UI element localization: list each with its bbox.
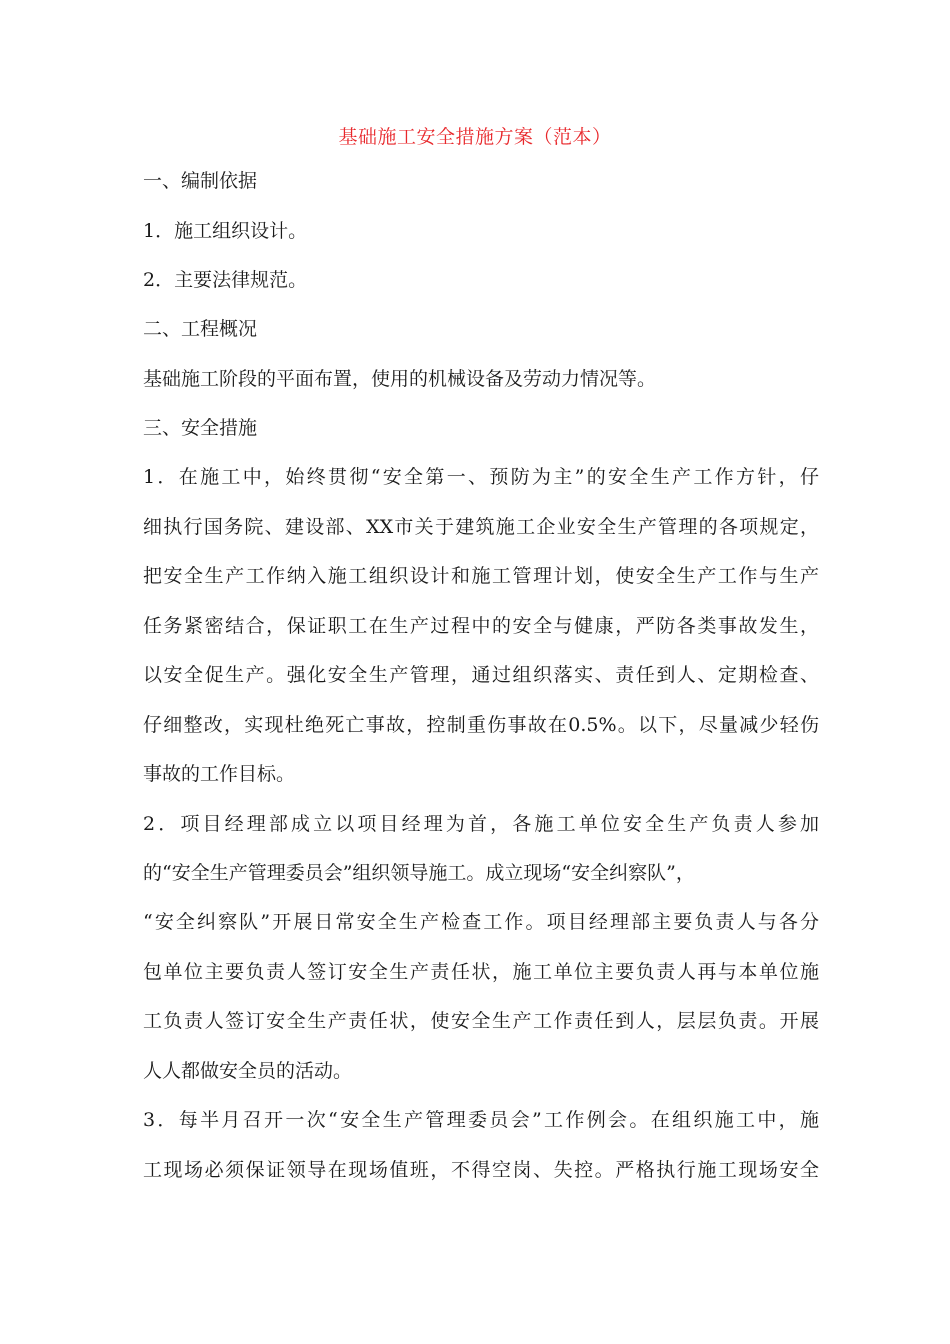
paragraph-line: 细执行国务院、建设部、XX市关于建筑施工企业安全生产管理的各项规定，: [143, 516, 819, 538]
paragraph-line: 包单位主要负责人签订安全生产责任状，施工单位主要负责人再与本单位施: [143, 961, 819, 983]
heading-measures: 三、安全措施: [143, 417, 258, 439]
paragraph-line: 任务紧密结合，保证职工在生产过程中的安全与健康，严防各类事故发生，: [143, 615, 819, 637]
paragraph-line: 仔细整改，实现杜绝死亡事故，控制重伤事故在0.5%。以下，尽量减少轻伤: [143, 714, 819, 736]
paragraph-line: 1．在施工中，始终贯彻“安全第一、预防为主”的安全生产工作方针，仔: [143, 466, 819, 488]
paragraph-line: 把安全生产工作纳入施工组织设计和施工管理计划，使安全生产工作与生产: [143, 565, 819, 587]
heading-basis: 一、编制依据: [143, 170, 258, 192]
list-item: 2．主要法律规范。: [143, 269, 308, 291]
paragraph-line: 事故的工作目标。: [143, 763, 296, 785]
paragraph-line: 以安全促生产。强化安全生产管理，通过组织落实、责任到人、定期检查、: [143, 664, 819, 686]
paragraph-line: 人人都做安全员的活动。: [143, 1060, 353, 1082]
paragraph-line: 3．每半月召开一次“安全生产管理委员会”工作例会。在组织施工中，施: [143, 1109, 819, 1131]
list-item: 1．施工组织设计。: [143, 220, 308, 242]
paragraph-line: 2．项目经理部成立以项目经理为首，各施工单位安全生产负责人参加: [143, 813, 819, 835]
paragraph-line: “安全纠察队”开展日常安全生产检查工作。项目经理部主要负责人与各分: [143, 911, 819, 933]
paragraph-line: 工负责人签订安全生产责任状，使安全生产工作责任到人，层层负责。开展: [143, 1010, 819, 1032]
paragraph-line: 工现场必须保证领导在现场值班，不得空岗、失控。严格执行施工现场安全: [143, 1159, 819, 1181]
document-title: 基础施工安全措施方案（范本）: [338, 126, 612, 148]
paragraph-line: 的“安全生产管理委员会”组织领导施工。成立现场“安全纠察队”，: [143, 862, 695, 884]
heading-overview: 二、工程概况: [143, 318, 258, 340]
paragraph-line: 基础施工阶段的平面布置，使用的机械设备及劳动力情况等。: [143, 368, 657, 390]
